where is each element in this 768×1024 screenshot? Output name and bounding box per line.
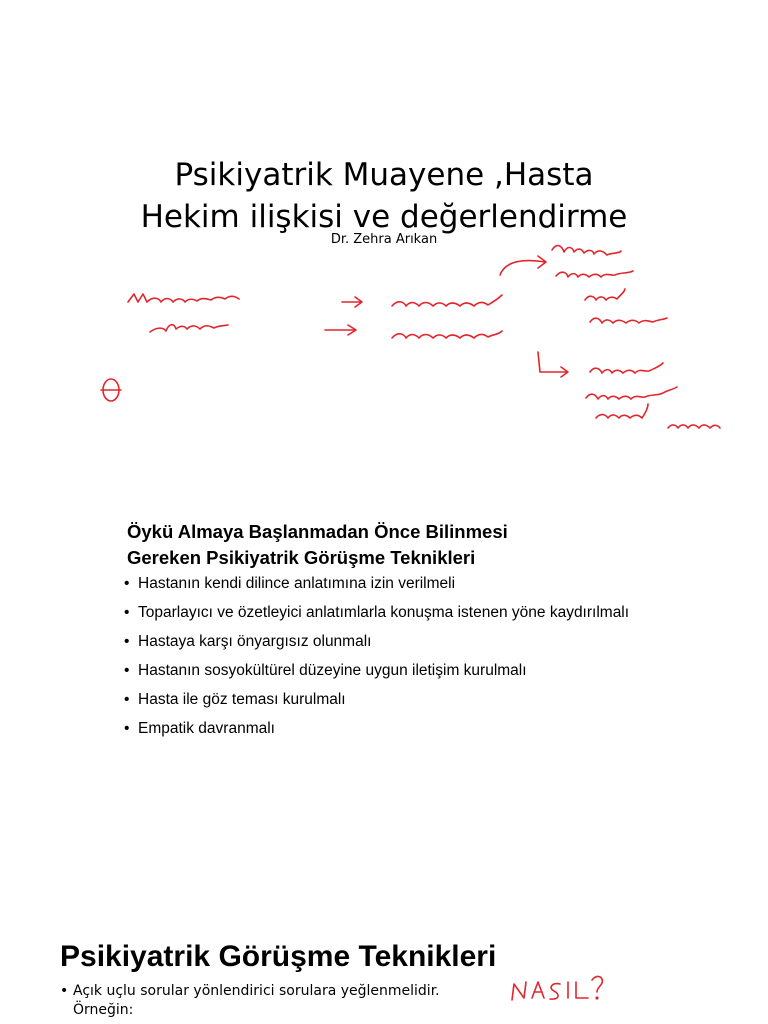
title-line-2: Hekim ilişkisi ve değerlendirme (140, 198, 628, 235)
list-item: • Empatik davranmalı (122, 719, 682, 739)
slide-psychiatric-interview (0, 890, 768, 1024)
ink-note-5 (590, 363, 663, 373)
slide2-heading: Öykü Almaya Başlanmadan Önce Bilinmesi Gereken Psikiyatrik Görüşme Teknikleri (127, 521, 508, 569)
list-item: • Açık uçlu sorular yönlendirici sorulara yeğlenmelidir. Örneğin: (60, 982, 520, 1020)
technique-list (122, 574, 682, 748)
ink-note-8 (668, 425, 720, 428)
list-item: • Toparlayıcı ve özetleyici anlatımlarla konuşma istenen yöne kaydırılmalı (122, 603, 682, 623)
handwritten-nasil-annotation (0, 890, 768, 1024)
title-line-1: Psikiyatrik Muayene ,Hasta (174, 156, 594, 193)
ink-note-6 (586, 387, 677, 399)
ink-left-1 (128, 294, 239, 302)
ink-note-1 (552, 246, 621, 255)
slide-title (0, 0, 768, 460)
ink-note-2 (556, 271, 633, 277)
ink-arrow-down (538, 352, 568, 377)
ink-right-2 (392, 331, 502, 338)
list-item: • Hastanın sosyokültürel düzeyine uygun iletişim kurulmalı (122, 661, 682, 681)
ink-arrow-up (500, 256, 546, 275)
ink-arrow-2 (325, 325, 356, 335)
list-item: • Hastaya karşı önyargısız olunmalı (122, 632, 682, 652)
ink-arrow-1 (342, 297, 362, 307)
slide3-heading: Psikiyatrik Görüşme Teknikleri (60, 939, 497, 973)
ink-note-7 (596, 404, 648, 418)
ink-left-2 (150, 325, 228, 332)
ink-note-3 (585, 289, 625, 300)
ink-note-4 (590, 318, 667, 323)
list-item: • Hastanın kendi dilince anlatımına izin verilmeli (122, 574, 682, 594)
author-name: Dr. Zehra Arıkan (330, 232, 438, 247)
ink-right-1 (392, 295, 502, 306)
handwritten-annotations (0, 0, 768, 460)
slide-interview-techniques (0, 470, 768, 890)
list-item: • Hasta ile göz teması kurulmalı (122, 690, 682, 710)
